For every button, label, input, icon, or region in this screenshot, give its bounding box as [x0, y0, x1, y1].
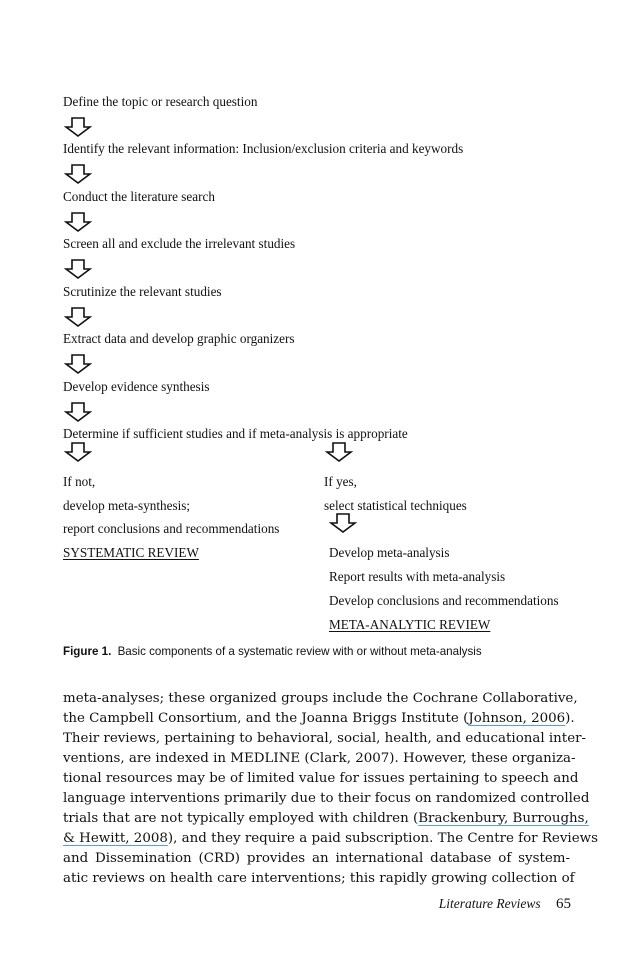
- citation-link[interactable]: Johnson, 2006: [468, 711, 566, 726]
- body-line: language interventions primarily due to their focus on randomized controlled: [63, 791, 590, 806]
- step-determine-meta-analysis: Determine if sufficient studies and if meta-analysis is appropriate: [63, 426, 408, 441]
- step-define-topic: Define the topic or research question: [63, 94, 258, 109]
- citation-link[interactable]: & Hewitt, 2008: [63, 831, 168, 846]
- meta-analytic-review-label: META-ANALYTIC REVIEW: [329, 617, 491, 632]
- body-line: & Hewitt, 2008), and they require a paid subscription. The Centre for Reviews: [63, 831, 598, 846]
- body-line: tional resources may be of limited value for issues pertaining to speech and: [63, 771, 579, 786]
- citation-link[interactable]: Brackenbury, Burroughs,: [418, 811, 589, 826]
- down-arrow-icon: [64, 307, 92, 327]
- body-line: meta-analyses; these organized groups include the Cochrane Collaborative,: [63, 691, 578, 706]
- down-arrow-icon: [325, 442, 353, 462]
- down-arrow-icon: [64, 402, 92, 422]
- body-line: trials that are not typically employed with children (Brackenbury, Burroughs,: [63, 811, 589, 826]
- step-evidence-synthesis: Develop evidence synthesis: [63, 379, 210, 394]
- branch-if-not: If not,: [63, 474, 96, 489]
- down-arrow-icon: [64, 442, 92, 462]
- body-line: and Dissemination (CRD) provides an international database of system-: [63, 851, 570, 866]
- body-line: ventions, are indexed in MEDLINE (Clark, 2007). However, these organiza-: [63, 751, 576, 766]
- step-screen-studies: Screen all and exclude the irrelevant studies: [63, 236, 296, 251]
- down-arrow-icon: [64, 212, 92, 232]
- step-identify-information: Identify the relevant information: Inclusion/exclusion criteria and keywords: [63, 141, 464, 156]
- branch-develop-meta-synthesis: develop meta-synthesis;: [63, 498, 191, 513]
- body-line: the Campbell Consortium, and the Joanna Briggs Institute (Johnson, 2006).: [63, 711, 575, 726]
- down-arrow-icon: [64, 117, 92, 137]
- running-title: Literature Reviews: [438, 896, 541, 911]
- body-line: Their reviews, pertaining to behavioral, social, health, and educational inter-: [63, 731, 587, 746]
- down-arrow-icon: [64, 259, 92, 279]
- body-line: atic reviews on health care interventions; this rapidly growing collection of: [63, 871, 575, 886]
- branch-develop-meta-analysis: Develop meta-analysis: [329, 545, 450, 560]
- page-number: 65: [556, 896, 571, 912]
- figure-label: Figure 1.: [63, 645, 112, 658]
- step-extract-data: Extract data and develop graphic organizers: [63, 331, 295, 346]
- body-paragraph: [63, 689, 598, 889]
- step-scrutinize-studies: Scrutinize the relevant studies: [63, 284, 222, 299]
- systematic-review-label: SYSTEMATIC REVIEW: [63, 545, 199, 560]
- branch-report-conclusions: report conclusions and recommendations: [63, 521, 280, 536]
- down-arrow-icon: [64, 164, 92, 184]
- step-conduct-search: Conduct the literature search: [63, 189, 215, 204]
- branch-select-statistical-techniques: select statistical techniques: [324, 498, 467, 513]
- down-arrow-icon: [64, 354, 92, 374]
- figure-caption: [63, 645, 482, 659]
- branch-if-yes: If yes,: [324, 474, 357, 489]
- branch-report-results: Report results with meta-analysis: [329, 569, 506, 584]
- page-footer: [439, 896, 571, 913]
- down-arrow-icon: [329, 513, 357, 533]
- branch-develop-conclusions: Develop conclusions and recommendations: [329, 593, 559, 608]
- figure-caption-text: Basic components of a systematic review with or without meta-analysis: [117, 645, 482, 658]
